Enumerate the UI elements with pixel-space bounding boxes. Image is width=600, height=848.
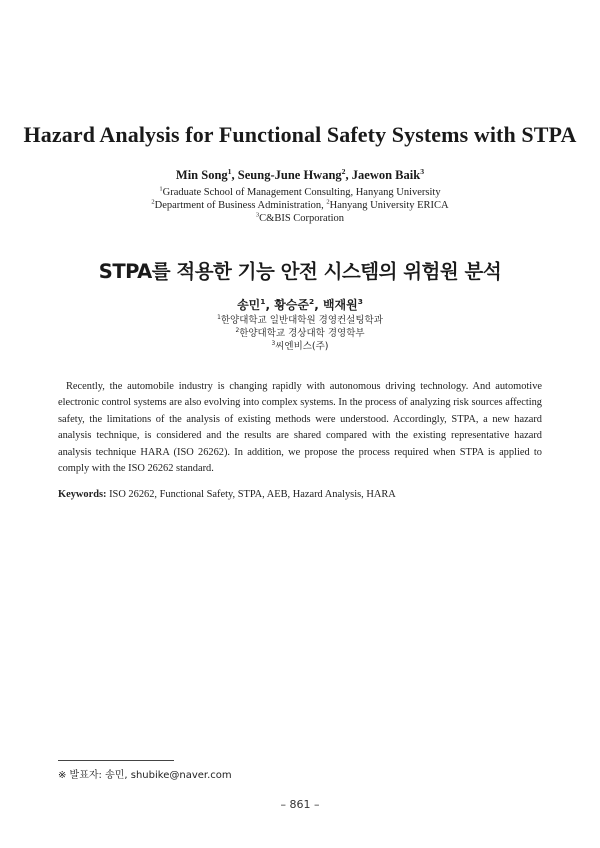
korean-authors: 송민$^1$, 황승준$^2$, 백재원$^3$: [237, 297, 363, 312]
author-name: Seung-June Hwang: [237, 168, 342, 182]
affiliation-text: Hanyang University ERICA: [329, 200, 449, 211]
affiliation-sup: 1: [217, 314, 221, 321]
author-sup: 2: [309, 297, 315, 306]
affiliation-sup: 2: [326, 198, 330, 206]
author-name: 송민: [237, 298, 261, 312]
author-name: 백재원: [322, 298, 358, 312]
affiliation-sup: 2: [151, 198, 155, 206]
affiliation-line: [0, 340, 600, 353]
affiliation-line: [0, 186, 600, 199]
footnote-divider: [58, 760, 174, 761]
author-name: Min Song: [175, 168, 228, 182]
affiliation-text: Graduate School of Management Consulting, Hanyang University: [162, 187, 441, 198]
affiliation-sup: 1: [159, 185, 163, 193]
korean-affiliations: [0, 314, 600, 353]
abstract: Recently, the automobile industry is changing rapidly with autonomous driving technology. And automotive electronic control systems are also evolving into complex systems. In the process of analyzing risk sources affecting safety, the limitations of the analysis of existing methods were understood. Accordingly, STPA, a new hazard analysis technique, is considered and the results are shared compared with the existing representative hazard analysis technique HARA (ISO 26262). In addition, we propose the process required when STPA is applied to comply with the ISO 26262 standard.: [58, 381, 542, 475]
affiliation-text: 한양대학교 경상대학 경영학부: [239, 328, 365, 339]
affiliation-line: [0, 327, 600, 340]
affiliation-line: [0, 314, 600, 327]
affiliation-text: Department of Business Administration,: [154, 200, 327, 211]
keywords-label: Keywords:: [58, 489, 107, 500]
affiliation-line: [0, 199, 600, 212]
presenter-footnote: ※ 발표자: 송민, shubike@naver.com: [58, 770, 232, 781]
affiliation-sup: 3: [255, 211, 260, 219]
korean-title: STPA를 적용한 기능 안전 시스템의 위험원 분석: [98, 260, 502, 283]
author-sup: 1: [260, 297, 266, 306]
affiliation-text: 씨엔비스(주): [275, 341, 329, 352]
page-number: – 861 –: [280, 798, 320, 811]
affiliation-text: 한양대학교 일반대학원 경영컨설팅학과: [220, 315, 383, 326]
author-sup: 3: [420, 166, 425, 176]
english-title: Hazard Analysis for Functional Safety Systems with STPA: [23, 122, 577, 147]
keywords-text: ISO 26262, Functional Safety, STPA, AEB, Hazard Analysis, HARA: [106, 489, 396, 500]
english-affiliations: [0, 186, 600, 225]
author-sup: 1: [227, 166, 232, 176]
author-name: Jaewon Baik: [351, 168, 421, 182]
author-name: 황승준: [274, 298, 309, 312]
affiliation-line: [0, 212, 600, 225]
affiliation-text: C&BIS Corporation: [259, 213, 345, 224]
english-authors: Min Song$^1$, Seung-June Hwang$^2$, Jaewon Baik$^3$: [175, 166, 425, 182]
author-sup: 3: [357, 297, 363, 306]
affiliation-sup: 3: [271, 340, 276, 347]
author-sup: 2: [341, 166, 346, 176]
keywords: [58, 488, 542, 502]
affiliation-sup: 2: [235, 327, 240, 334]
